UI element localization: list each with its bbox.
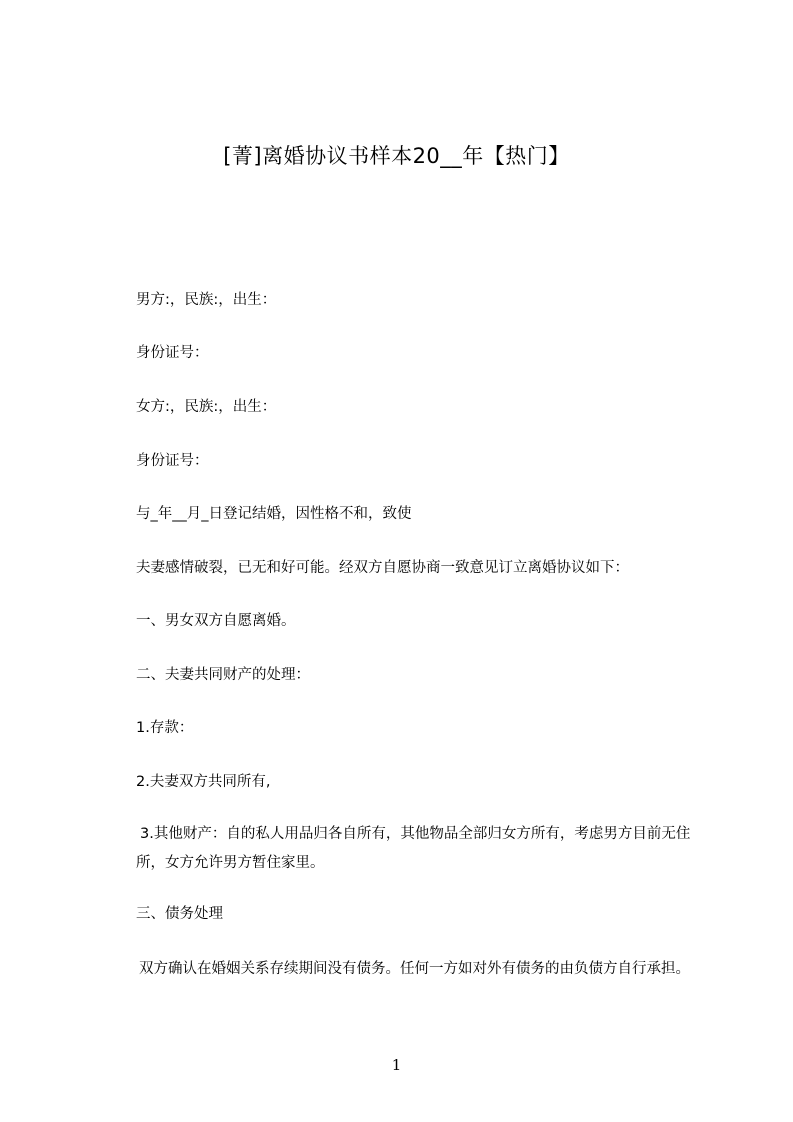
paragraph-female-id: 身份证号： xyxy=(136,453,209,469)
paragraph-debt-statement: 双方确认在婚姻关系存续期间没有债务。任何一方如对外有债务的由负债方自行承担。 xyxy=(139,961,690,977)
page-number: 1 xyxy=(391,1056,402,1074)
paragraph-male-info: 男方:，民族:，出生： xyxy=(136,292,277,308)
paragraph-female-info: 女方:，民族:，出生： xyxy=(136,399,277,415)
paragraph-clause-2: 二、夫妻共同财产的处理： xyxy=(136,667,310,683)
paragraph-marriage-date: 与_年__月_日登记结婚，因性格不和，致使 xyxy=(136,506,412,522)
paragraph-relationship-broken: 夫妻感情破裂，已无和好可能。经双方自愿协商一致意见订立离婚协议如下： xyxy=(136,560,629,576)
paragraph-clause-1: 一、男女双方自愿离婚。 xyxy=(136,613,296,629)
paragraph-male-id: 身份证号： xyxy=(136,345,209,361)
paragraph-clause-3: 三、债务处理 xyxy=(136,906,223,922)
paragraph-item-deposit: 1.存款： xyxy=(136,720,194,736)
document-title: [菁]离婚协议书样本20__年【热门】 xyxy=(223,144,570,168)
paragraph-item-shared: 2.夫妻双方共同所有, xyxy=(136,774,271,790)
paragraph-item-other-property: 3.其他财产：自的私人用品归各自所有，其他物品全部归女方所有，考虑男方目前无住所，女方允许男方暂住家里。 xyxy=(136,826,691,871)
